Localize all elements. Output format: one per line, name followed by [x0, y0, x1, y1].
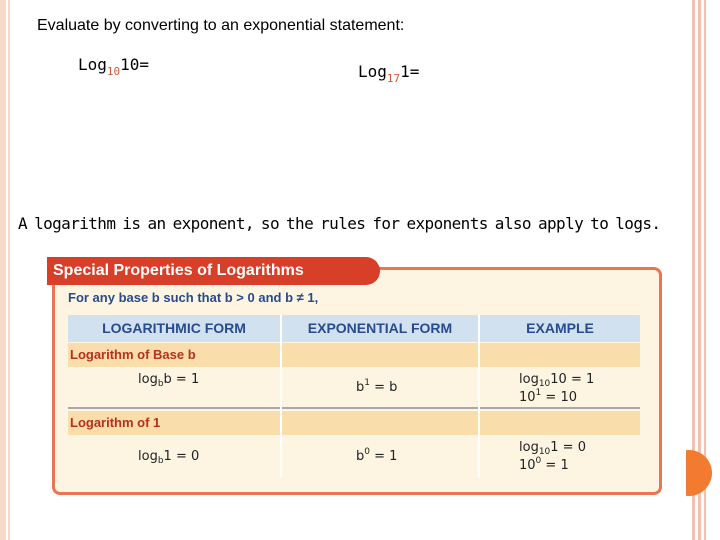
row-label-base-b: Logarithm of Base b [68, 343, 280, 367]
row-band [480, 343, 640, 367]
column-divider [478, 315, 480, 477]
slide-title: Evaluate by converting to an exponential statement: [37, 17, 405, 34]
exp-form-of-1: $b^0 = 1$ [356, 447, 398, 464]
properties-intro: For any base b such that b > 0 and b ≠ 1, [68, 290, 319, 305]
slide-border-left-inner [8, 0, 10, 540]
properties-box-header: Special Properties of Logarithms [47, 257, 380, 285]
log-form-of-1: $\log_b1 = 0$ [138, 449, 200, 466]
row-label-log-of-1: Logarithm of 1 [68, 411, 280, 435]
row-band [480, 411, 640, 435]
problem-2: Log$_{17}$1= [358, 62, 420, 85]
column-header-logarithmic: LOGARITHMIC FORM [68, 315, 280, 342]
example-base-b-log: $\log_{10}10 = 1$ [519, 372, 595, 389]
decorative-circle [666, 450, 712, 496]
column-divider [280, 315, 282, 477]
example-base-b-exp: $10^1 = 10$ [519, 388, 577, 405]
column-header-exponential: EXPONENTIAL FORM [282, 315, 478, 342]
slide-border-left [0, 0, 6, 540]
log-form-base-b: $\log_bb = 1$ [138, 372, 200, 389]
column-header-example: EXAMPLE [480, 315, 640, 342]
row-band [282, 343, 478, 367]
statement-text: A logarithm is an exponent, so the rules for exponents also apply to logs. [18, 214, 661, 233]
example-of-1-exp: $10^0 = 1$ [519, 456, 569, 473]
example-of-1-log: $\log_{10}1 = 0$ [519, 440, 586, 457]
row-divider [68, 407, 640, 409]
row-band [282, 411, 478, 435]
exp-form-base-b: $b^1 = b$ [356, 378, 398, 395]
problem-1: Log$_{10}$10= [78, 55, 150, 78]
